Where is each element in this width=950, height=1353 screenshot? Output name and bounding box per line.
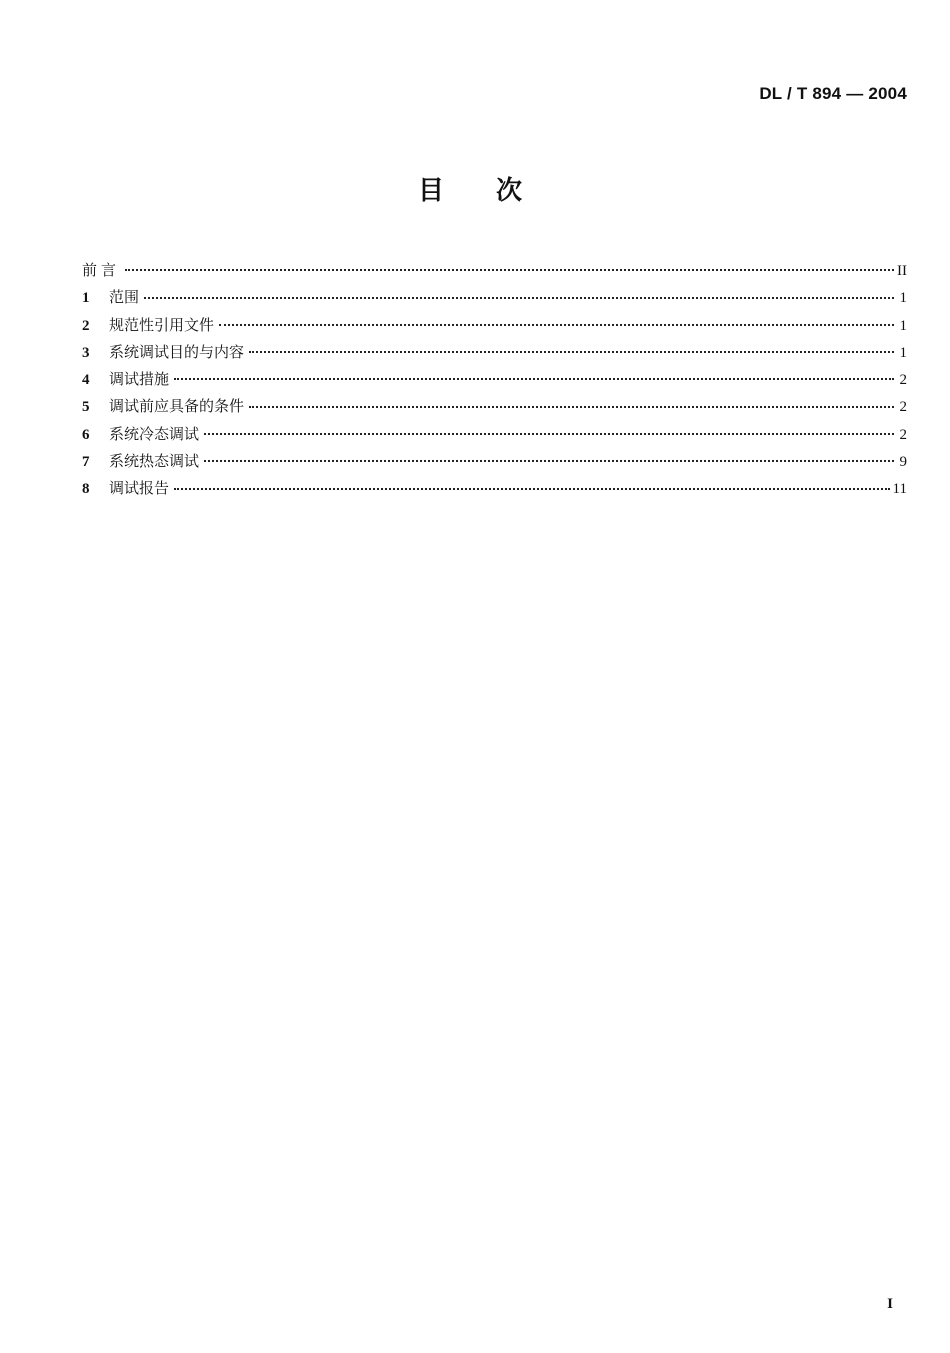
toc-entry-number: 8 — [82, 481, 90, 498]
toc-leader-dots — [204, 433, 894, 435]
toc-entry-4[interactable] — [82, 366, 907, 393]
toc-entry-8[interactable] — [82, 475, 907, 502]
toc-entry-1[interactable] — [82, 284, 907, 311]
toc-entry-3[interactable] — [82, 339, 907, 366]
toc-entry-page: 1 — [899, 290, 907, 307]
toc-entry-text: 前言 — [82, 261, 121, 279]
toc-leader-dots — [144, 297, 894, 299]
toc-entry-text: 系统冷态调试 — [109, 424, 200, 443]
toc-list — [82, 257, 907, 503]
toc-entry-number: 5 — [82, 399, 90, 416]
toc-entry-page: 1 — [899, 344, 907, 361]
toc-entry-page: 1 — [899, 317, 907, 334]
toc-entry-text: 范围 — [109, 288, 140, 307]
toc-entry-6[interactable] — [82, 421, 907, 448]
toc-entry-page: 2 — [899, 399, 907, 416]
toc-entry-number: 1 — [82, 290, 90, 307]
toc-leader-dots — [219, 324, 894, 326]
toc-entry-5[interactable] — [82, 393, 907, 420]
toc-entry-page: 2 — [899, 426, 907, 443]
toc-entry-number: 2 — [82, 317, 90, 334]
toc-leader-dots — [174, 378, 894, 380]
toc-entry-7[interactable] — [82, 448, 907, 475]
toc-entry-number: 7 — [82, 454, 90, 471]
toc-entry-number: 6 — [82, 426, 90, 443]
toc-leader-dots — [125, 269, 894, 271]
toc-entry-page: 2 — [899, 372, 907, 389]
toc-entry-text: 系统热态调试 — [109, 452, 200, 471]
toc-entry-text: 调试报告 — [109, 479, 170, 498]
toc-entry-text: 调试前应具备的条件 — [109, 397, 245, 416]
toc-entry-text: 调试措施 — [109, 370, 170, 389]
toc-title: 目次 — [417, 176, 574, 206]
toc-leader-dots — [174, 488, 890, 490]
toc-entry-page: II — [897, 263, 907, 279]
toc-entry-number: 4 — [82, 372, 90, 389]
toc-entry-text: 系统调试目的与内容 — [109, 342, 245, 361]
toc-entry-2[interactable] — [82, 312, 907, 339]
toc-entry-page: 9 — [899, 454, 907, 471]
toc-leader-dots — [204, 460, 894, 462]
document-code: DL / T 894 — 2004 — [759, 84, 907, 103]
toc-leader-dots — [249, 406, 894, 408]
page-number: I — [887, 1296, 893, 1312]
toc-entry-text: 规范性引用文件 — [109, 315, 215, 334]
toc-entry-number: 3 — [82, 344, 90, 361]
toc-leader-dots — [249, 351, 894, 353]
toc-entry-page: 11 — [892, 481, 907, 498]
toc-entry-foreword[interactable] — [82, 257, 907, 284]
